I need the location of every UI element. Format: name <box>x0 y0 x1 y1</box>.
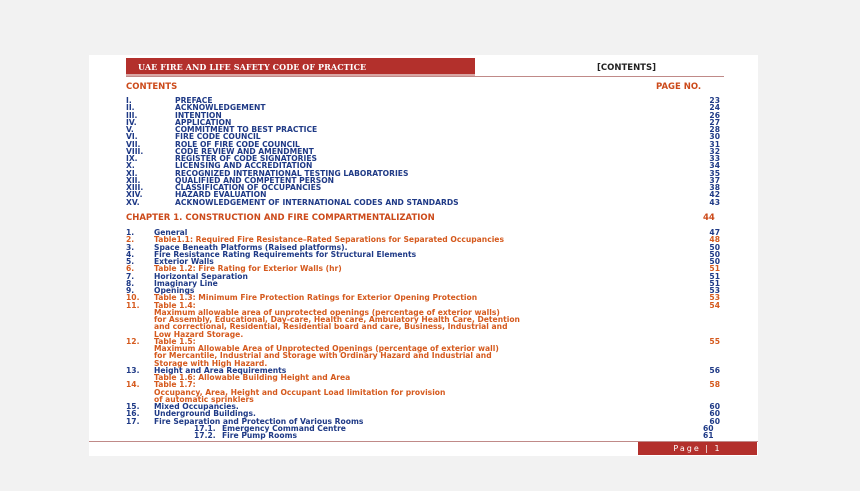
chapter-row-title <box>154 338 674 367</box>
chapter-row-page: 54 <box>709 300 720 310</box>
chapter-row-page: 50 <box>709 257 720 266</box>
toc-row-title: LICENSING AND ACCREDITATION <box>175 161 313 171</box>
chapter-row-page: 55 <box>709 336 720 346</box>
toc-row-page: 42 <box>709 190 720 200</box>
toc-row-title: ACKNOWLEDGEMENT <box>175 103 266 113</box>
chapter-row-line: Table 1.4: <box>154 300 196 310</box>
chapter-row-number: 1. <box>126 228 135 237</box>
chapter-row-number: 3. <box>126 242 135 252</box>
sub-row-page: 60 <box>703 423 714 433</box>
toc-row-title: QUALIFIED AND COMPETENT PERSON <box>175 175 335 185</box>
sub-row-number: 17.2. <box>194 431 216 440</box>
chapter-row-number: 2. <box>126 235 135 245</box>
sub-row-title: Emergency Command Centre <box>222 423 346 433</box>
chapter-row-page: 48 <box>709 235 720 245</box>
chapter-row-line: Table 1.5: <box>154 336 196 346</box>
chapter-row-number: 10. <box>126 293 140 303</box>
toc-row-page: 28 <box>709 125 720 134</box>
chapter-row-title <box>154 374 674 381</box>
chapter-row-line: Occupancy, Area, Height and Occupant Load limitation for provision <box>154 387 446 397</box>
chapter-row-line: Fire Separation and Protection of Various Rooms <box>154 416 364 426</box>
toc-row-title: APPLICATION <box>175 117 232 127</box>
chapter-row-title <box>154 294 674 301</box>
sub-row-page: 61 <box>703 431 714 440</box>
sub-row-number: 17.1. <box>194 423 216 433</box>
page-no-heading: PAGE NO. <box>656 82 702 92</box>
chapter-row-line: Maximum Allowable Area of Unprotected Openings (percentage of exterior wall) <box>154 344 499 353</box>
toc-row-number: VII. <box>126 139 141 149</box>
toc-row-number: IX. <box>126 154 138 163</box>
chapter-row-page: 50 <box>709 242 720 252</box>
chapter-row-line: Low Hazard Storage. <box>154 329 244 339</box>
chapter-row-line: of automatic sprinklers <box>154 394 254 404</box>
chapter-row-number: 9. <box>126 286 135 295</box>
chapter-row-page: 50 <box>709 249 720 259</box>
toc-row-page: 23 <box>709 96 720 105</box>
chapter-row-line: General <box>154 228 188 237</box>
toc-row-page: 37 <box>709 175 720 185</box>
toc-row-page: 35 <box>709 168 720 178</box>
chapter-row-title <box>154 302 674 338</box>
chapter-row-line: Space Beneath Platforms (Raised platforms). <box>154 242 348 252</box>
chapter-row-title <box>154 273 674 280</box>
toc-row-page: 24 <box>709 103 720 113</box>
toc-row-number: XIV. <box>126 190 143 200</box>
toc-row-title: COMMITMENT TO BEST PRACTICE <box>175 125 318 134</box>
toc-row-number: V. <box>126 125 134 134</box>
chapter-row-number: 12. <box>126 336 140 346</box>
toc-row-title: CODE REVIEW AND AMENDMENT <box>175 146 314 156</box>
chapter-row-page: 53 <box>709 293 720 303</box>
chapter-row-number: 8. <box>126 278 135 288</box>
chapter-row-line: Underground Buildings. <box>154 409 256 419</box>
chapter-row-line: Table 1.2: Fire Rating for Exterior Walls (hr) <box>154 264 342 274</box>
toc-row-page: 30 <box>709 132 720 142</box>
chapter-row-line: Table 1.3: Minimum Fire Protection Ratings for Exterior Opening Protection <box>154 293 478 303</box>
toc-row-title: REGISTER OF CODE SIGNATORIES <box>175 154 318 163</box>
chapter-row-number: 14. <box>126 380 140 390</box>
toc-row-page: 27 <box>709 117 720 127</box>
chapter-row-page: 51 <box>709 264 720 274</box>
toc-row-page: 32 <box>709 146 720 156</box>
toc-row-number: XII. <box>126 175 141 185</box>
toc-row-number: IV. <box>126 117 137 127</box>
toc-row-number: X. <box>126 161 135 171</box>
toc-row-number: III. <box>126 110 138 120</box>
chapter-page: 44 <box>703 213 715 223</box>
chapter-row-page: 60 <box>709 416 720 426</box>
chapter-row-line: Fire Resistance Rating Requirements for Structural Elements <box>154 249 417 259</box>
chapter-row-line: Table 1.6: Allowable Building Height and Area <box>154 373 351 382</box>
toc-row-title: FIRE CODE COUNCIL <box>175 132 261 142</box>
chapter-row-line: Exterior Walls <box>154 257 214 266</box>
chapter-row-line: for Assembly, Educational, Day-care, Health care, Ambulatory Health Care, Detention <box>154 315 520 324</box>
chapter-row <box>126 338 720 367</box>
toc-row-title: PREFACE <box>175 96 213 105</box>
toc-row-title: INTENTION <box>175 110 222 120</box>
chapter-row-page: 60 <box>709 402 720 411</box>
chapter-row-line: Horizontal Separation <box>154 271 248 281</box>
chapter-row-page: 56 <box>709 365 720 375</box>
chapter-row-number: 17. <box>126 416 140 426</box>
section-tag: [CONTENTS] <box>597 63 656 73</box>
header-title-band <box>126 58 475 76</box>
chapter-row <box>126 374 720 381</box>
chapter-row-line: and correctional, Residential, Residential board and care, Business, Industrial and <box>154 322 508 332</box>
chapter-row-line: Mixed Occupancies. <box>154 402 239 411</box>
chapter-row-line: Table1.1: Required Fire Resistance–Rated Separations for Separated Occupancies <box>154 235 504 245</box>
chapter-row <box>126 251 720 258</box>
chapter-row-number: 7. <box>126 271 135 281</box>
chapter-row-number: 5. <box>126 257 135 266</box>
chapter-row-line: Imaginary Line <box>154 278 218 288</box>
toc-row-page: 33 <box>709 154 720 163</box>
document-title: UAE FIRE AND LIFE SAFETY CODE OF PRACTICE <box>138 62 367 72</box>
chapter-row-line: Maximum allowable area of unprotected openings (percentage of exterior walls) <box>154 307 500 317</box>
chapter-heading: CHAPTER 1. CONSTRUCTION AND FIRE COMPARTMENTALIZATION <box>126 213 435 223</box>
toc-row-page: 31 <box>709 139 720 149</box>
chapter-row-title <box>154 251 674 258</box>
sub-row-title: Fire Pump Rooms <box>222 431 298 440</box>
toc-row-title: RECOGNIZED INTERNATIONAL TESTING LABORATORIES <box>175 168 409 178</box>
chapter-row-page: 47 <box>709 228 720 237</box>
chapter-row-line: Openings <box>154 286 195 295</box>
chapter-row <box>126 381 720 403</box>
chapter-row-number: 6. <box>126 264 135 274</box>
chapter-row-title <box>154 280 674 287</box>
toc-row-number: XI. <box>126 168 138 178</box>
toc-row-number: II. <box>126 103 135 113</box>
header-divider <box>126 76 724 77</box>
toc-row-title: ROLE OF FIRE CODE COUNCIL <box>175 139 300 149</box>
toc-row-page: 43 <box>709 197 720 207</box>
chapter-row-page: 51 <box>709 271 720 281</box>
chapter-row-page: 53 <box>709 286 720 295</box>
toc-row-number: I. <box>126 96 132 105</box>
toc-row-title: HAZARD EVALUATION <box>175 190 267 200</box>
toc-row-number: VI. <box>126 132 138 142</box>
toc-row-title: ACKNOWLEDGEMENT OF INTERNATIONAL CODES AND STANDARDS <box>175 197 459 207</box>
chapter-row <box>126 294 720 301</box>
chapter-row-line: Storage with High Hazard. <box>154 358 268 368</box>
chapter-row-line: Table 1.7: <box>154 380 196 390</box>
contents-heading: CONTENTS <box>126 82 178 92</box>
chapter-row-line: for Mercantile, Industrial and Storage with Ordinary Hazard and Industrial and <box>154 351 492 361</box>
chapter-row-line: Height and Area Requirements <box>154 365 287 375</box>
toc-row-number: VIII. <box>126 146 144 156</box>
chapter-row <box>126 280 720 287</box>
toc-row-title: CLASSIFICATION OF OCCUPANCIES <box>175 183 322 192</box>
chapter-row-page: 58 <box>709 380 720 390</box>
toc-row-page: 34 <box>709 161 720 171</box>
chapter-row-title <box>154 381 674 403</box>
toc-row <box>126 199 720 206</box>
chapter-row-page: 51 <box>709 278 720 288</box>
toc-row-page: 38 <box>709 183 720 192</box>
chapter-row-number: 16. <box>126 409 140 419</box>
chapter-row <box>126 302 720 338</box>
chapter-row-page: 60 <box>709 409 720 419</box>
chapter-row-number: 13. <box>126 365 140 375</box>
toc-row-number: XIII. <box>126 183 144 192</box>
toc-row-number: XV. <box>126 197 140 207</box>
chapter-row-number: 15. <box>126 402 140 411</box>
chapter-row-number: 11. <box>126 300 140 310</box>
toc-row-page: 26 <box>709 110 720 120</box>
document-page <box>89 55 758 456</box>
page-number-badge: Page | 1 <box>638 442 757 455</box>
chapter-row-number: 4. <box>126 249 135 259</box>
